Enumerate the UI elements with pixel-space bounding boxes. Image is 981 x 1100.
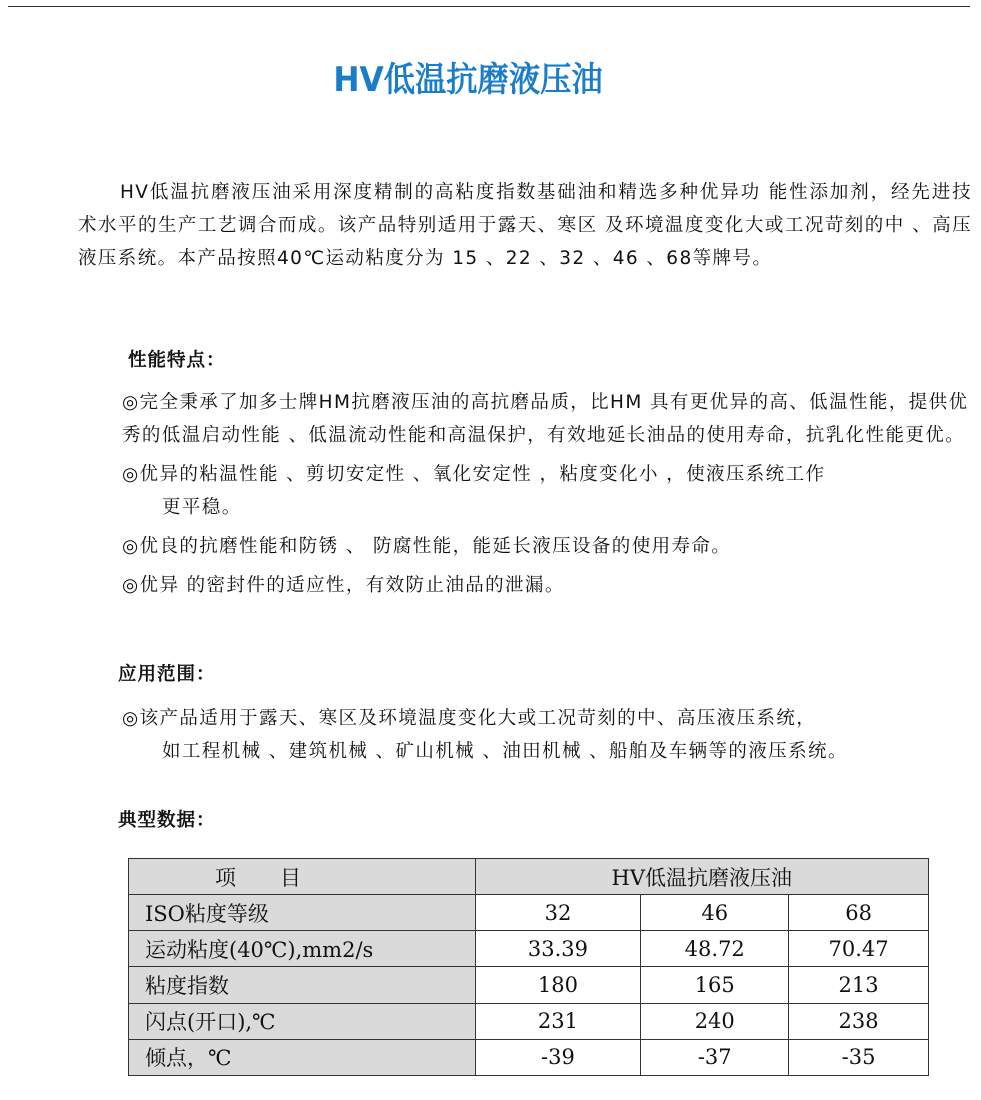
row-value: 48.72 <box>641 931 789 967</box>
row-value: 46 <box>641 895 789 931</box>
usage-line-2: 如工程机械 、建筑机械 、矿山机械 、油田机械 、船舶及车辆等的液压系统。 <box>162 741 848 762</box>
table-header-row <box>129 859 929 895</box>
usage-line-1: ◎该产品适用于露天、寒区及环境温度变化大或工况苛刻的中、高压液压系统， <box>122 708 817 729</box>
row-value: 238 <box>789 1003 929 1039</box>
row-value: 32 <box>475 895 641 931</box>
features-list <box>122 386 972 608</box>
data-heading: 典型数据： <box>118 810 216 831</box>
header-product: HV低温抗磨液压油 <box>475 859 928 895</box>
row-label: 闪点(开口),℃ <box>129 1003 476 1039</box>
usage-item <box>122 702 972 768</box>
row-value: 165 <box>641 967 789 1003</box>
table-row <box>129 1003 929 1039</box>
feature-item-1: ◎完全秉承了加多士牌HM抗磨液压油的高抗磨品质，比HM 具有更优异的高、低温性能，提供优秀的低温启动性能 、低温流动性能和高温保护，有效地延长油品的使用寿命，抗乳化性能更优。 <box>122 392 969 446</box>
row-value: 70.47 <box>789 931 929 967</box>
row-value: 213 <box>789 967 929 1003</box>
row-label: ISO粘度等级 <box>129 895 476 931</box>
table-row <box>129 895 929 931</box>
row-label: 粘度指数 <box>129 967 476 1003</box>
typical-data-table <box>128 858 929 1076</box>
row-value: 231 <box>475 1003 641 1039</box>
page-title: HV低温抗磨液压油 <box>333 60 603 100</box>
row-value: 240 <box>641 1003 789 1039</box>
row-value: -37 <box>641 1039 789 1075</box>
intro-paragraph <box>78 176 972 275</box>
feature-item-4: ◎优异 的密封件的适应性，有效防止油品的泄漏。 <box>122 575 565 596</box>
intro-text: HV低温抗磨液压油采用深度精制的高粘度指数基础油和精选多种优异功 能性添加剂，经先进技术水平的生产工艺调合而成。该产品特别适用于露天、寒区 及环境温度变化大或工况苛刻的中 、高压液压系统。本产品按照40℃运动粘度分为 15 、22 、32 、46 、68等牌号。 <box>78 182 972 269</box>
row-label: 运动粘度(40℃),mm2/s <box>129 931 476 967</box>
features-heading: 性能特点： <box>128 350 226 371</box>
header-item <box>129 859 476 895</box>
usage-list <box>122 702 972 768</box>
header-item-b: 目 <box>280 865 301 890</box>
feature-item-2-continued: 更平稳。 <box>162 497 242 518</box>
row-label: 倾点，℃ <box>129 1039 476 1075</box>
row-value: 180 <box>475 967 641 1003</box>
header-item-a: 项 <box>215 865 236 890</box>
top-rule <box>8 6 970 7</box>
row-value: -39 <box>475 1039 641 1075</box>
table-row <box>129 1039 929 1075</box>
row-value: -35 <box>789 1039 929 1075</box>
usage-heading: 应用范围： <box>118 664 216 685</box>
table-row <box>129 931 929 967</box>
feature-item-3: ◎优良的抗磨性能和防锈 、 防腐性能，能延长液压设备的使用寿命。 <box>122 536 732 557</box>
feature-item-2: ◎优异的粘温性能 、剪切安定性 、氧化安定性 ，粘度变化小 ，使液压系统工作 <box>122 464 826 485</box>
row-value: 33.39 <box>475 931 641 967</box>
table-row <box>129 967 929 1003</box>
row-value: 68 <box>789 895 929 931</box>
